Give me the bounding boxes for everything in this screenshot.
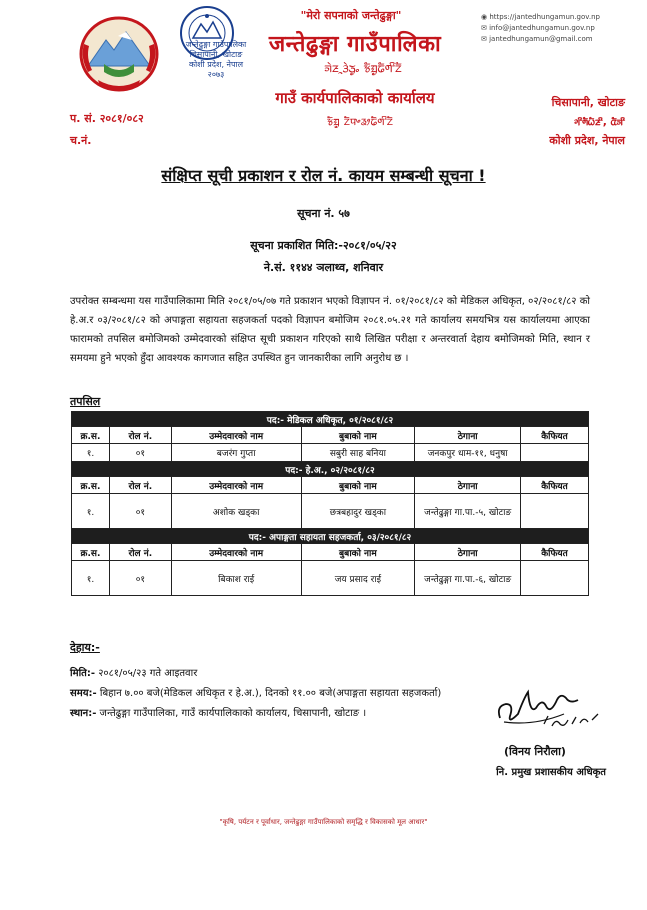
contact-info [481,12,631,45]
seal-line: २०७३ [207,70,225,79]
exam-date [70,665,590,679]
table-cell: १. [72,561,110,596]
table-header-row [72,544,589,561]
email-link[interactable]: ✉ info@jantedhungamun.gov.np [481,24,595,32]
table-cell: छत्रबहादुर खड्का [301,494,415,529]
signer-title: नि. प्रमुख प्रशासकीय अधिकृत [496,767,606,778]
table-cell: जन्तेढुङ्गा गा.पा.-५, खोटाङ [415,494,521,529]
table-row [72,444,589,462]
exam-venue-label: स्थान:- [70,708,97,719]
column-header: रोल नं. [109,477,171,494]
exam-time-value: बिहान ७.०० बजे(मेडिकल अधिकृत र हे.अ.), दिनको ११.०० बजे(अपाङ्गता सहायता सहजकर्ता) [96,688,442,699]
column-header: रोल नं. [109,544,171,561]
table-cell [521,494,589,529]
notice-number: सूचना नं. ५७ [297,207,350,220]
handwritten-signature [494,684,606,732]
notice-title: संक्षिप्त सूची प्रकाशन र रोल नं. कायम सम्बन्धी सूचना ! [161,166,486,185]
column-header: कैफियत [521,477,589,494]
candidate-table [71,411,589,596]
column-header: उम्मेदवारको नाम [171,544,301,561]
notice-body: उपरोक्त सम्बन्धमा यस गाउँपालिकामा मिति २०८१/०५/०७ गते प्रकाशन भएको विज्ञापन नं. ०१/२०८१/८२ को मेडिकल अधिकृत, ०२/२०८१/८२ को हे.अ.र ०३/२०८१/८२ को अपाङ्गता सहायता सहजकर्ता पदको विज्ञापन बमोजिम २०८१.०५.२१ गते कार्यालय समयभित्र यस कार्यालयमा आएका फारामको तपसिल बमोजिमको उम्मेदवारको संक्षिप्त सूची प्रकाशन गरिएको साथै लिखित परीक्षा र अन्तरवार्ता देहाय बमोजिमको मिति, स्थान र समयमा हुने भएको हुँदा आवश्यक कागजात सहित उपस्थित हुन जानकारीका लागि अनुरोध छ । [70,296,590,364]
municipality-name-alt-script: ᤈᤧᤏᤳᤋᤧᤍᤢᤱ ᤃᤠᤀᤢᤒᤠᤛᤡᤁᤠ [324,60,402,76]
slogan: "मेरो सपनाको जन्तेढुङ्गा" [300,9,402,22]
seal-line: चिसापानी, खोटाङ [189,50,243,59]
column-header: बुबाको नाम [301,544,415,561]
dispatch-number: च.नं. [70,134,92,147]
table-cell: १. [72,494,110,529]
column-header: रोल नं. [109,427,171,444]
email-link[interactable]: ✉ jantedhungamun@gmail.com [481,35,593,43]
schedule-label: तपसिल [70,395,101,408]
table-cell: ०१ [109,494,171,529]
mail-icon: ✉ [481,24,490,32]
table-cell: जनकपुर धाम-११, धनुषा [415,444,521,462]
column-header: क्र.स. [72,427,110,444]
globe-icon: ◉ [481,13,490,21]
table-cell: अशोक खड्का [171,494,301,529]
table-cell: १. [72,444,110,462]
column-header: उम्मेदवारको नाम [171,427,301,444]
table-header-row [72,477,589,494]
column-header: क्र.स. [72,477,110,494]
place-name: चिसापानी, खोटाङ [551,96,625,109]
reference-number: प. सं. २०८१/०८२ [70,112,144,125]
column-header: ठेगाना [415,544,521,561]
footer-motto: "कृषि, पर्यटन र पूर्वाधार, जन्तेढुङ्गा गाउँपालिकाको समृद्धि र विकासको मूल आधार" [219,818,428,826]
signer-name: (विनय निरौला) [504,745,566,758]
table-cell: जय प्रसाद राई [301,561,415,596]
column-header: ठेगाना [415,477,521,494]
published-date: सूचना प्रकाशित मिति:-२०८१/०५/२२ [250,239,397,252]
municipality-name: जन्तेढुङ्गा गाउँपालिका [268,32,442,57]
column-header: ठेगाना [415,427,521,444]
post-title: पद:- हे.अ., ०२/२०८१/८२ [72,462,589,477]
exam-time-label: समय:- [70,688,97,699]
table-cell: जन्तेढुङ्गा गा.पा.-६, खोटाङ [415,561,521,596]
table-cell: सबुरी साह बनिया [301,444,415,462]
column-header: क्र.स. [72,544,110,561]
office-name: गाउँ कार्यपालिकाको कार्यालय [275,89,435,107]
table-cell [521,561,589,596]
column-header: कैफियत [521,544,589,561]
column-header: उम्मेदवारको नाम [171,477,301,494]
column-header: बुबाको नाम [301,477,415,494]
place-name-alt-script: ᤆᤡᤛᤠᤐᤠᤏᤡ, ᤂᤠᤈᤡ [574,115,625,128]
column-header: बुबाको नाम [301,427,415,444]
exam-date-label: मिति:- [70,668,96,679]
post-title: पद:- मेडिकल अधिकृत, ०१/२०८१/८२ [72,412,589,427]
column-header: कैफियत [521,427,589,444]
table-cell: ०१ [109,561,171,596]
post-title: पद:- अपाङ्गता सहायता सहजकर्ता, ०३/२०८१/८२ [72,529,589,544]
mail-icon: ✉ [481,35,490,43]
seal-line: कोशी प्रदेश, नेपाल [188,60,244,69]
table-row [72,561,589,596]
post-header-row [72,529,589,544]
exam-venue-value: जन्तेढुङ्गा गाउँपालिका, गाउँ कार्यपालिकाको कार्यालय, चिसापानी, खोटाङ । [96,708,367,719]
nepal-samvat-date: ने.सं. ११४४ ञलाथ्व, शनिवार [263,261,384,274]
table-row [72,494,589,529]
table-cell: ०१ [109,444,171,462]
province-name: कोशी प्रदेश, नेपाल [549,134,625,147]
website-link[interactable]: ◉ https://jantedhungamun.gov.np [481,13,600,21]
post-header-row [72,412,589,427]
table-cell: बिकाश राई [171,561,301,596]
address-block [485,93,625,150]
post-header-row [72,462,589,477]
table-header-row [72,427,589,444]
seal-line: जन्तेढुङ्गा गाउँपालिका [185,40,247,49]
office-name-alt-script: ᤃᤠᤀᤢ ᤁᤠᤄᤴᤕᤣᤒᤠᤛᤡᤁᤠ [327,114,393,129]
table-cell [521,444,589,462]
annex-label: देहाय:- [70,641,100,654]
reference-block [70,108,190,152]
nepal-emblem-icon [78,14,160,92]
exam-date-value: २०८१/०५/२३ गते आइतवार [95,668,198,679]
table-cell: बजरंग गुप्ता [171,444,301,462]
